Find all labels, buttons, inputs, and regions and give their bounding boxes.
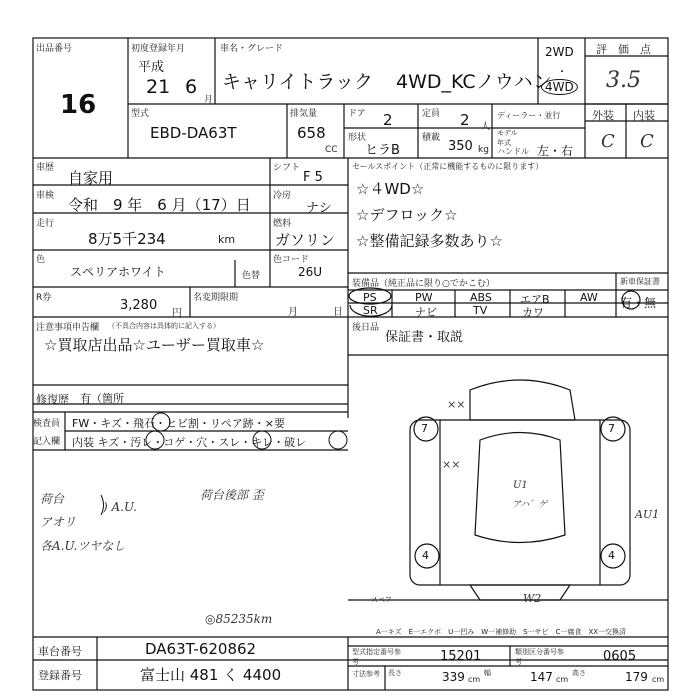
name-change-label: 名変期限期 — [193, 293, 239, 303]
handwritten-note-2: ) A.U. — [103, 500, 137, 514]
recycle-fee: 3,280 — [120, 298, 158, 313]
height-label: 高さ — [572, 669, 586, 677]
mileage-label: 走行 — [36, 219, 55, 229]
recycle-unit: 円 — [172, 308, 182, 319]
selling-point-1: ☆４WD☆ — [356, 180, 425, 198]
handwritten-note-4: 各A.U.ツヤなし — [40, 539, 126, 553]
type-label: 型式 — [131, 109, 150, 119]
height: 179 — [625, 670, 648, 684]
load-unit: kg — [478, 145, 489, 155]
equip-abs: ABS — [470, 291, 492, 304]
mark-ahage: アハ゛ゲ — [512, 500, 548, 510]
mark-au1: AU1 — [635, 508, 660, 521]
warranty: 有・無 — [620, 296, 657, 310]
class-code-label: 類別区分番号参考 — [515, 648, 564, 666]
handwritten-note-5: 荷台後部 歪 — [200, 488, 264, 502]
name-change-day: 日 — [333, 307, 343, 318]
rating: 3.5 — [606, 68, 641, 93]
reg-year: 21 — [146, 76, 171, 98]
chassis-number: DA63T-620862 — [145, 640, 257, 658]
fuel: ガソリン — [275, 231, 336, 249]
capacity-label: 定員 — [422, 109, 441, 119]
equip-airbag: エアB — [520, 293, 550, 306]
grade: 4WD_KCノウハン — [396, 71, 552, 93]
mark-4-left: 4 — [422, 549, 429, 562]
after-market-label: 後日品 — [352, 323, 380, 333]
color-code-label: 色コード — [273, 255, 310, 265]
mark-u1: U1 — [513, 480, 528, 491]
capacity: 2 — [460, 111, 470, 129]
mark-xx-top: ×× — [447, 398, 466, 411]
displacement: 658 — [297, 124, 326, 142]
color: スペリアホワイト — [70, 265, 166, 279]
usage: 自家用 — [68, 169, 114, 187]
diagram-legend: A一キズ E一エクボ U一凹み W一補修助 S一サビ C一腐食 XX一交換済 — [376, 628, 627, 636]
displacement-label: 排気量 — [290, 109, 318, 119]
selling-points-label: セールスポイント（正常に機能するものに限ります） — [352, 162, 544, 171]
recycle-label: R券 — [36, 293, 52, 303]
mileage-unit: km — [218, 233, 236, 246]
handwritten-note-1: 荷台 — [40, 492, 65, 506]
shift-label: シフト — [273, 163, 301, 173]
mark-4-right: 4 — [608, 549, 615, 562]
interior-grade: C — [640, 131, 654, 152]
selling-point-2: ☆デフロック☆ — [356, 206, 458, 224]
mark-7-left: 7 — [421, 422, 428, 435]
handle-label: ハンドル — [497, 147, 529, 156]
handwritten-note-6: ◎85235km — [205, 612, 273, 626]
capacity-unit: 人 — [481, 122, 491, 132]
lot-label: 出品番号 — [36, 44, 73, 54]
width-label: 幅 — [484, 669, 491, 677]
interior-label: 内装 — [633, 109, 655, 122]
first-reg-label: 初度登録年月 — [131, 44, 186, 54]
load-label: 積載 — [422, 133, 441, 143]
notes-label: 注意事項申告欄 — [36, 323, 100, 333]
width: 147 — [530, 670, 553, 684]
model-type: EBD-DA63T — [150, 124, 237, 142]
fuel-label: 燃料 — [273, 219, 292, 229]
doors: 2 — [383, 111, 393, 129]
color-code: 26U — [298, 265, 323, 279]
mark-w2: W2 — [523, 592, 542, 605]
after-market-value: 保証書・取説 — [385, 330, 464, 345]
drive-2wd: 2WD — [545, 45, 574, 59]
dims-label: 寸法参考 — [352, 670, 380, 678]
entry-label: 記入欄 — [33, 437, 61, 447]
usage-label: 車歴 — [36, 163, 55, 173]
class-code: 0605 — [603, 649, 637, 664]
repair-label: 修復歴 — [36, 393, 69, 406]
displacement-unit: CC — [325, 145, 338, 155]
ac: ナシ — [306, 201, 332, 216]
doors-label: ドア — [348, 109, 366, 119]
warranty-label: 新車保証書 — [620, 277, 660, 286]
interior-check-row: 内装 キズ・汚レ・コゲ・穴・スレ・キレ・破レ — [72, 436, 307, 449]
color-label: 色 — [36, 255, 46, 265]
height-unit: cm — [652, 675, 665, 684]
equip-aw: AW — [580, 291, 598, 304]
notes-text: ☆買取店出品☆ユーザー買取車☆ — [44, 336, 265, 354]
model-year-label: モデル年式 — [497, 129, 518, 147]
ac-label: 冷房 — [273, 191, 292, 201]
name-change-month: 月 — [288, 307, 298, 318]
equip-tv: TV — [473, 304, 488, 317]
shape: ヒラB — [365, 143, 400, 158]
rating-label: 評 価 点 — [596, 43, 651, 56]
drive-4wd: 4WD — [541, 79, 578, 95]
equip-navi: ナビ — [415, 306, 437, 319]
handwritten-note-3: アオリ — [40, 515, 76, 529]
load: 350 — [448, 139, 473, 154]
shaken: 令和 9 年 6 月（17）日 — [68, 196, 251, 214]
model-code-label: 型式指定番号参考 — [352, 648, 401, 666]
equip-leather: カワ — [522, 306, 544, 319]
model-grade-label: 車名・グレード — [220, 44, 284, 54]
shift: F 5 — [303, 170, 323, 185]
mark-xx-mid: ×× — [442, 458, 461, 471]
equip-pw: PW — [415, 291, 433, 304]
dealer-label: ディーラー・並行 — [497, 111, 561, 120]
inspector-label: 検査員 — [33, 419, 61, 429]
era: 平成 — [138, 60, 165, 75]
spare-label: スペア — [371, 596, 392, 604]
exterior-label: 外装 — [592, 109, 614, 122]
length-label: 長さ — [388, 669, 402, 677]
handle: 左・右 — [537, 144, 574, 158]
equip-ps: PS — [363, 291, 377, 304]
repair-value: 有（箇所 — [80, 392, 124, 405]
shape-label: 形状 — [348, 133, 367, 143]
exterior-check-row: FW・キズ・飛石・ヒビ割・リペア跡・×要 — [72, 417, 285, 430]
plate-label: 登録番号 — [38, 669, 82, 682]
equipment-label: 装備品（純正品に限り○でかこむ） — [352, 279, 495, 289]
reg-month: 6 — [185, 76, 198, 98]
equip-sr: SR — [363, 304, 378, 317]
length: 339 — [442, 670, 465, 684]
plate-number: 富士山 481 く 4400 — [140, 666, 282, 684]
shaken-label: 車検 — [36, 191, 55, 201]
mileage: 8万5千234 — [88, 230, 166, 248]
chassis-label: 車台番号 — [38, 645, 82, 658]
selling-point-3: ☆整備記録多数あり☆ — [356, 232, 503, 250]
lot-number: 16 — [60, 90, 97, 120]
mark-7-right: 7 — [608, 422, 615, 435]
width-unit: cm — [556, 675, 569, 684]
exterior-grade: C — [601, 131, 615, 152]
drive-dot: ・ — [557, 67, 567, 78]
length-unit: cm — [468, 675, 481, 684]
color-change-label: 色替 — [242, 271, 261, 281]
notes-sub: （不具合内容は具体的に記入する） — [108, 322, 220, 330]
model-name: キャリイトラック — [222, 71, 374, 93]
model-code: 15201 — [440, 649, 482, 664]
month-unit: 月 — [204, 95, 214, 105]
